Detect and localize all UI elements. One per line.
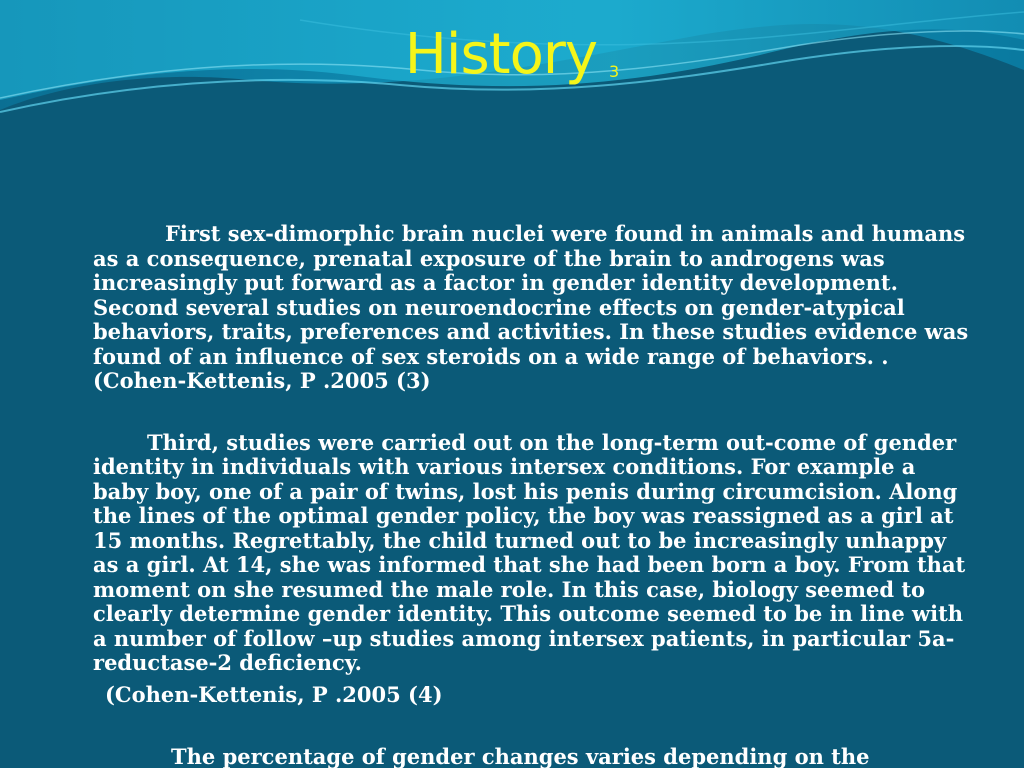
- paragraph-3: The percentage of gender changes varies depending on the: [171, 744, 870, 768]
- paragraph-1: First sex-dimorphic brain nuclei were found in animals and humans as a consequence, prenatal exposure of the brain to androgens was increasingly put forward as a factor in gender identity development. Second several studies on neuroendocrine effects on gender-atypical behaviors, traits, preferences and activities. In these studies evidence was found of an influence of sex steroids on a wide range of behaviors. . (Cohen-Kettenis, P .2005 (3): [93, 221, 969, 393]
- title-text: History: [404, 22, 598, 87]
- slide-title: [0, 22, 1024, 87]
- slide-body: [93, 222, 973, 768]
- title-superscript: 3: [609, 62, 620, 81]
- paragraph-2: Third, studies were carried out on the long-term out-come of gender identity in individuals with various intersex conditions. For example a baby boy, one of a pair of twins, lost his penis during circumcision. Along the lines of the optimal gender policy, the boy was reassigned as a girl at 15 months. Regrettably, the child turned out to be increasingly unhappy as a girl. At 14, she was informed that she had been born a boy. From that moment on she resumed the male role. In this case, biology seemed to clearly determine gender identity. This outcome seemed to be in line with a number of follow –up studies among intersex patients, in particular 5a-reductase-2 deficiency.: [93, 429, 966, 675]
- citation-2: (Cohen-Kettenis, P .2005 (4): [105, 681, 443, 707]
